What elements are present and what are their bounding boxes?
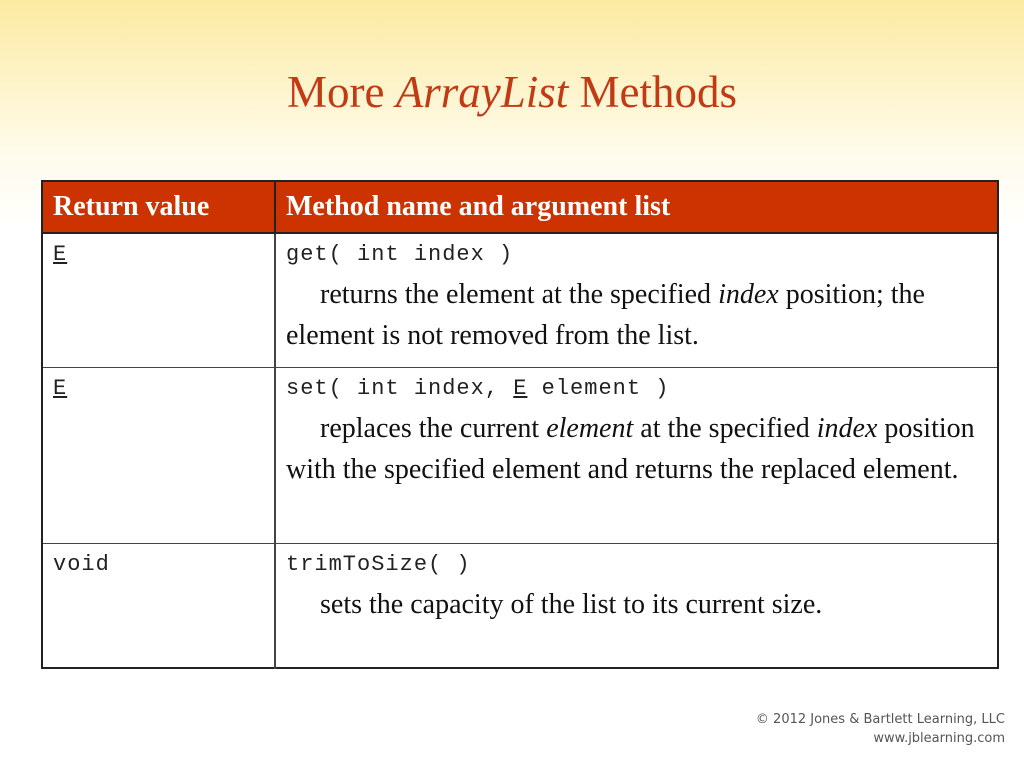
return-cell xyxy=(42,367,275,543)
method-description xyxy=(286,584,987,625)
description-text: sets the capacity of the list to its current size. xyxy=(320,588,823,620)
copyright-notice xyxy=(756,710,1005,748)
description-text: position; the element is not removed from the list. xyxy=(286,279,925,351)
return-type: void xyxy=(53,551,110,577)
header-method-name: Method name and argument list xyxy=(275,181,998,233)
signature-type: E xyxy=(513,375,528,401)
method-signature xyxy=(286,240,987,270)
table-row xyxy=(42,543,998,668)
return-type: E xyxy=(53,375,68,401)
description-emphasis: index xyxy=(816,412,878,444)
method-cell xyxy=(275,233,998,367)
return-type: E xyxy=(53,242,68,267)
signature-prefix: get( int index ) xyxy=(286,242,514,267)
signature-prefix: trimToSize( ) xyxy=(286,551,471,577)
table-row xyxy=(42,233,998,367)
publisher-url: www.jblearning.com xyxy=(873,731,1005,746)
description-emphasis: element xyxy=(546,412,634,444)
signature-prefix: set( int index, xyxy=(286,375,514,401)
table-row xyxy=(42,367,998,543)
slide-title xyxy=(0,68,1024,118)
header-return-value: Return value xyxy=(42,181,275,233)
return-cell xyxy=(42,543,275,668)
method-signature xyxy=(286,550,987,580)
copyright-text: © 2012 Jones & Bartlett Learning, LLC xyxy=(755,712,1005,727)
description-text: position with the specified element and returns the replaced element. xyxy=(286,412,975,485)
table-header-row xyxy=(42,181,998,233)
method-signature xyxy=(286,374,987,404)
return-cell xyxy=(42,233,275,367)
description-emphasis: index xyxy=(718,279,779,310)
method-cell xyxy=(275,543,998,668)
methods-table xyxy=(41,180,999,669)
description-text: at the specified xyxy=(633,412,817,444)
method-cell xyxy=(275,367,998,543)
title-suffix: Methods xyxy=(568,67,737,117)
method-description xyxy=(286,408,987,490)
method-description xyxy=(286,274,987,356)
title-class-name: ArrayList xyxy=(395,67,569,117)
description-text: returns the element at the specified xyxy=(320,279,719,310)
title-prefix: More xyxy=(286,67,396,117)
signature-suffix: element ) xyxy=(527,375,670,401)
description-text: replaces the current xyxy=(320,412,547,444)
